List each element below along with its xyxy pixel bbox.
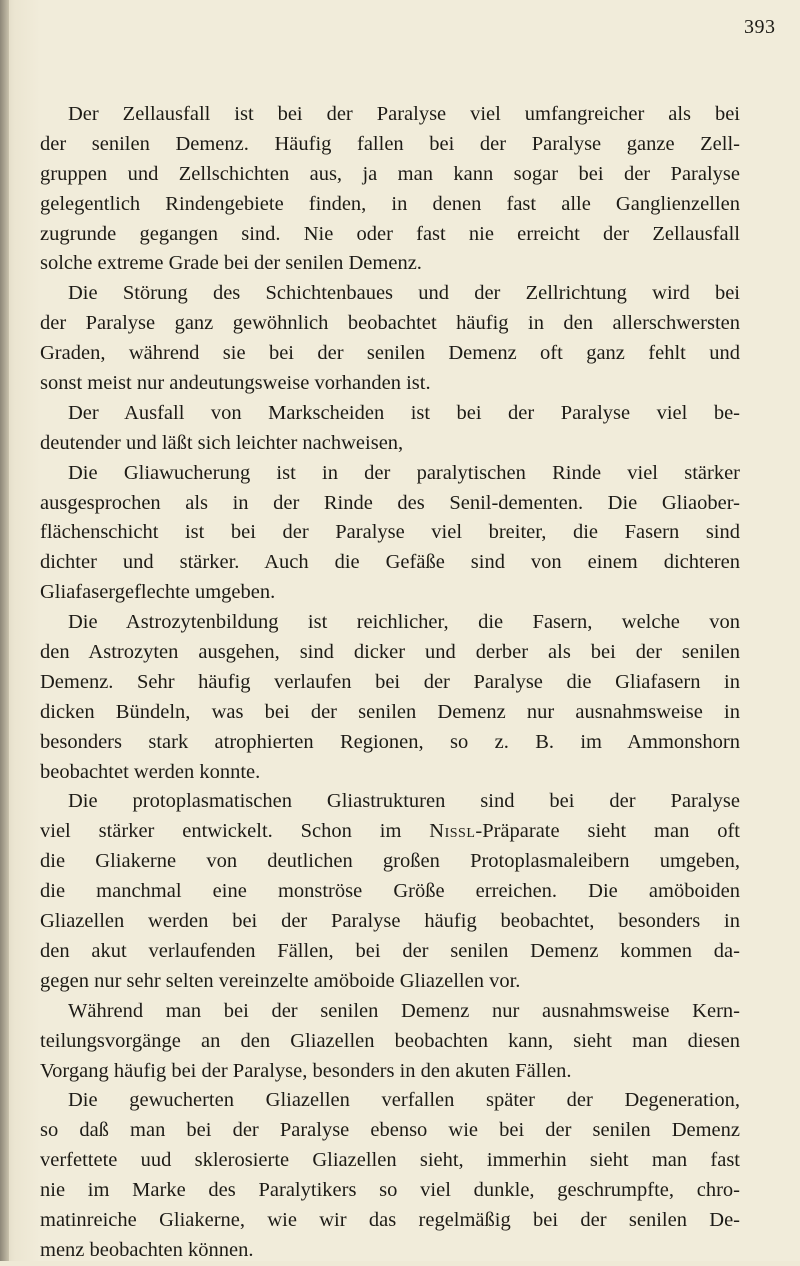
text-line: Demenz. Sehr häufig verlaufen bei der Paralyse die Gliafasern in bbox=[40, 670, 740, 693]
text-line: zugrunde gegangen sind. Nie oder fast nie erreicht der Zellausfall bbox=[40, 222, 740, 245]
text-line: gelegentlich Rindengebiete finden, in denen fast alle Ganglienzellen bbox=[40, 192, 740, 215]
text-line: Die gewucherten Gliazellen verfallen später der Degeneration, bbox=[68, 1089, 740, 1112]
text-line: Der Zellausfall ist bei der Paralyse viel umfangreicher als bei bbox=[68, 103, 740, 125]
text-line: solche extreme Grade bei der senilen Demenz. bbox=[40, 252, 422, 275]
text-line: sonst meist nur andeutungsweise vorhanden ist. bbox=[40, 372, 431, 395]
text-line: Graden, während sie bei der senilen Demenz oft ganz fehlt und bbox=[40, 342, 740, 365]
binding-edge bbox=[0, 0, 9, 1261]
text-line: dichter und stärker. Auch die Gefäße sind von einem dichteren bbox=[40, 551, 740, 574]
text-line: Die Gliawucherung ist in der paralytischen Rinde viel stärker bbox=[68, 461, 740, 484]
text-line: flächenschicht ist bei der Paralyse viel breiter, die Fasern sind bbox=[40, 521, 740, 544]
text-line: viel stärker entwickelt. Schon im Nissl-Präparate sieht man oft bbox=[40, 820, 740, 843]
author-name: Nissl bbox=[429, 820, 476, 843]
text-line: dicken Bündeln, was bei der senilen Demenz nur ausnahmsweise in bbox=[40, 700, 740, 723]
text-line: deutender und läßt sich leichter nachweisen, bbox=[40, 431, 404, 454]
text-line: besonders stark atrophierten Regionen, so z. B. im Ammonshorn bbox=[40, 730, 740, 753]
text-line: matinreiche Gliakerne, wie wir das regelmäßig bei der senilen De- bbox=[40, 1208, 740, 1231]
text-line: Während man bei der senilen Demenz nur ausnahmsweise Kern- bbox=[68, 999, 740, 1022]
text-line: die manchmal eine monströse Größe erreichen. Die amöboiden bbox=[40, 880, 740, 903]
text-line: so daß man bei der Paralyse ebenso wie bei der senilen Demenz bbox=[40, 1119, 740, 1142]
text-line: Vorgang häufig bei der Paralyse, besonders in den akuten Fällen. bbox=[40, 1059, 572, 1082]
text-line: menz beobachten können. bbox=[40, 1238, 254, 1261]
text-line: Die Störung des Schichtenbaues und der Zellrichtung wird bei bbox=[68, 282, 740, 305]
page-number: 393 bbox=[744, 16, 776, 38]
text-line: Gliazellen werden bei der Paralyse häufig beobachtet, besonders in bbox=[40, 910, 740, 933]
text-line: verfettete uud sklerosierte Gliazellen sieht, immerhin sieht man fast bbox=[40, 1149, 740, 1172]
text-line: beobachtet werden konnte. bbox=[40, 760, 261, 783]
text-line: nie im Marke des Paralytikers so viel dunkle, geschrumpfte, chro- bbox=[40, 1179, 740, 1202]
text-line: Die protoplasmatischen Gliastrukturen sind bei der Paralyse bbox=[68, 790, 740, 813]
text-line: teilungsvorgänge an den Gliazellen beobachten kann, sieht man diesen bbox=[40, 1029, 740, 1052]
body-text bbox=[40, 100, 740, 1266]
text-line: Die Astrozytenbildung ist reichlicher, die Fasern, welche von bbox=[68, 611, 740, 634]
text-line: den akut verlaufenden Fällen, bei der senilen Demenz kommen da- bbox=[40, 939, 740, 962]
text-line: gegen nur sehr selten vereinzelte amöboide Gliazellen vor. bbox=[40, 969, 521, 992]
text-line: Gliafasergeflechte umgeben. bbox=[40, 581, 276, 604]
text-line: den Astrozyten ausgehen, sind dicker und derber als bei der senilen bbox=[40, 641, 740, 664]
text-line: gruppen und Zellschichten aus, ja man kann sogar bei der Paralyse bbox=[40, 162, 740, 185]
text-line: der Paralyse ganz gewöhnlich beobachtet häufig in den allerschwersten bbox=[40, 312, 740, 335]
text-line: ausgesprochen als in der Rinde des Senil-dementen. Die Gliaober- bbox=[40, 491, 740, 514]
text-line: Der Ausfall von Markscheiden ist bei der Paralyse viel be- bbox=[68, 401, 740, 424]
text-line: der senilen Demenz. Häufig fallen bei der Paralyse ganze Zell- bbox=[40, 132, 740, 155]
text-line: die Gliakerne von deutlichen großen Protoplasmaleibern umgeben, bbox=[40, 850, 740, 873]
